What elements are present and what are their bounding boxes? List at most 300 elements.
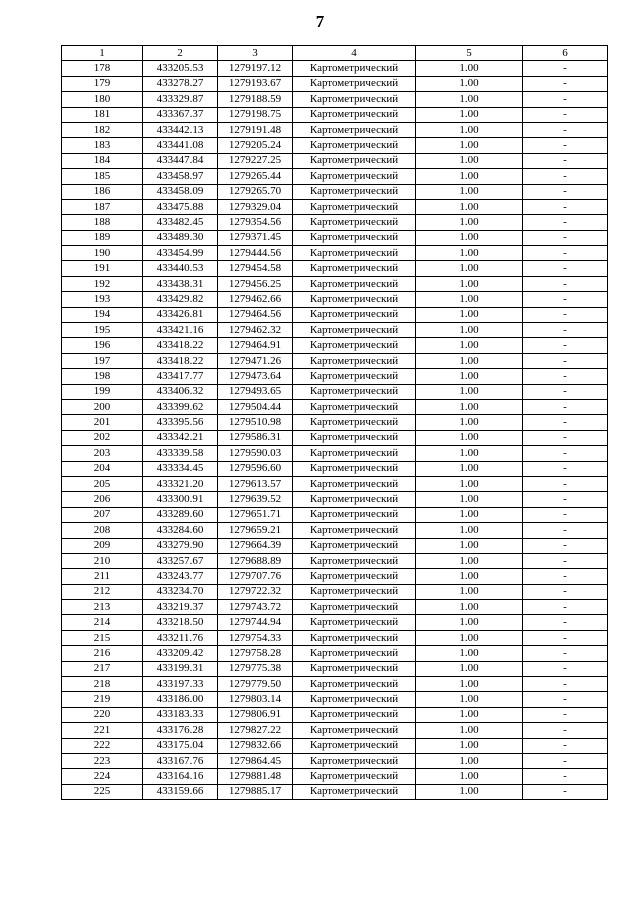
y-coordinate-cell: 1279722.32 (218, 584, 293, 599)
accuracy-cell: 1.00 (416, 415, 523, 430)
point-number-cell: 207 (62, 507, 143, 522)
accuracy-cell: 1.00 (416, 677, 523, 692)
method-cell: Картометрический (293, 199, 416, 214)
x-coordinate-cell: 433395.56 (143, 415, 218, 430)
table-row (62, 769, 608, 784)
table-row (62, 784, 608, 799)
accuracy-cell: 1.00 (416, 369, 523, 384)
method-cell: Картометрический (293, 323, 416, 338)
point-number-cell: 199 (62, 384, 143, 399)
point-number-cell: 185 (62, 169, 143, 184)
point-number-cell: 191 (62, 261, 143, 276)
point-number-cell: 206 (62, 492, 143, 507)
table-row (62, 153, 608, 168)
point-number-cell: 200 (62, 399, 143, 414)
y-coordinate-cell: 1279456.25 (218, 276, 293, 291)
x-coordinate-cell: 433482.45 (143, 215, 218, 230)
method-cell: Картометрический (293, 476, 416, 491)
table-row (62, 600, 608, 615)
x-coordinate-cell: 433367.37 (143, 107, 218, 122)
accuracy-cell: 1.00 (416, 661, 523, 676)
y-coordinate-cell: 1279639.52 (218, 492, 293, 507)
page-number: 7 (315, 12, 325, 31)
x-coordinate-cell: 433197.33 (143, 677, 218, 692)
y-coordinate-cell: 1279354.56 (218, 215, 293, 230)
method-cell: Картометрический (293, 461, 416, 476)
table-row (62, 384, 608, 399)
method-cell: Картометрический (293, 553, 416, 568)
y-coordinate-cell: 1279864.45 (218, 753, 293, 768)
x-coordinate-cell: 433342.21 (143, 430, 218, 445)
y-coordinate-cell: 1279329.04 (218, 199, 293, 214)
y-coordinate-cell: 1279743.72 (218, 600, 293, 615)
note-cell: - (523, 184, 608, 199)
x-coordinate-cell: 433186.00 (143, 692, 218, 707)
x-coordinate-cell: 433234.70 (143, 584, 218, 599)
note-cell: - (523, 338, 608, 353)
method-cell: Картометрический (293, 723, 416, 738)
y-coordinate-cell: 1279659.21 (218, 523, 293, 538)
accuracy-cell: 1.00 (416, 138, 523, 153)
x-coordinate-cell: 433429.82 (143, 292, 218, 307)
point-number-cell: 204 (62, 461, 143, 476)
x-coordinate-cell: 433164.16 (143, 769, 218, 784)
accuracy-cell: 1.00 (416, 615, 523, 630)
table-row (62, 61, 608, 76)
table-row (62, 476, 608, 491)
method-cell: Картометрический (293, 415, 416, 430)
point-number-cell: 178 (62, 61, 143, 76)
accuracy-cell: 1.00 (416, 569, 523, 584)
table-row (62, 646, 608, 661)
table-row (62, 538, 608, 553)
y-coordinate-cell: 1279827.22 (218, 723, 293, 738)
table-row (62, 630, 608, 645)
y-coordinate-cell: 1279885.17 (218, 784, 293, 799)
y-coordinate-cell: 1279462.66 (218, 292, 293, 307)
point-number-cell: 210 (62, 553, 143, 568)
note-cell: - (523, 784, 608, 799)
note-cell: - (523, 415, 608, 430)
accuracy-cell: 1.00 (416, 261, 523, 276)
accuracy-cell: 1.00 (416, 122, 523, 137)
point-number-cell: 188 (62, 215, 143, 230)
x-coordinate-cell: 433176.28 (143, 723, 218, 738)
table-row (62, 261, 608, 276)
table-row (62, 569, 608, 584)
note-cell: - (523, 399, 608, 414)
point-number-cell: 198 (62, 369, 143, 384)
note-cell: - (523, 92, 608, 107)
note-cell: - (523, 169, 608, 184)
note-cell: - (523, 246, 608, 261)
y-coordinate-cell: 1279596.60 (218, 461, 293, 476)
point-number-cell: 196 (62, 338, 143, 353)
method-cell: Картометрический (293, 446, 416, 461)
point-number-cell: 189 (62, 230, 143, 245)
table-row (62, 338, 608, 353)
point-number-cell: 205 (62, 476, 143, 491)
point-number-cell: 181 (62, 107, 143, 122)
table-row (62, 707, 608, 722)
y-coordinate-cell: 1279471.26 (218, 353, 293, 368)
table-row (62, 92, 608, 107)
x-coordinate-cell: 433278.27 (143, 76, 218, 91)
accuracy-cell: 1.00 (416, 107, 523, 122)
y-coordinate-cell: 1279881.48 (218, 769, 293, 784)
accuracy-cell: 1.00 (416, 384, 523, 399)
y-coordinate-cell: 1279758.28 (218, 646, 293, 661)
accuracy-cell: 1.00 (416, 507, 523, 522)
note-cell: - (523, 523, 608, 538)
y-coordinate-cell: 1279227.25 (218, 153, 293, 168)
note-cell: - (523, 76, 608, 91)
note-cell: - (523, 153, 608, 168)
point-number-cell: 186 (62, 184, 143, 199)
method-cell: Картометрический (293, 92, 416, 107)
y-coordinate-cell: 1279590.03 (218, 446, 293, 461)
accuracy-cell: 1.00 (416, 399, 523, 414)
table-row (62, 169, 608, 184)
note-cell: - (523, 307, 608, 322)
x-coordinate-cell: 433440.53 (143, 261, 218, 276)
table-row (62, 323, 608, 338)
y-coordinate-cell: 1279806.91 (218, 707, 293, 722)
note-cell: - (523, 384, 608, 399)
table-row (62, 492, 608, 507)
y-coordinate-cell: 1279504.44 (218, 399, 293, 414)
note-cell: - (523, 323, 608, 338)
x-coordinate-cell: 433279.90 (143, 538, 218, 553)
x-coordinate-cell: 433321.20 (143, 476, 218, 491)
x-coordinate-cell: 433175.04 (143, 738, 218, 753)
method-cell: Картометрический (293, 184, 416, 199)
note-cell: - (523, 692, 608, 707)
y-coordinate-cell: 1279510.98 (218, 415, 293, 430)
accuracy-cell: 1.00 (416, 784, 523, 799)
point-number-cell: 192 (62, 276, 143, 291)
table-row (62, 138, 608, 153)
x-coordinate-cell: 433454.99 (143, 246, 218, 261)
note-cell: - (523, 569, 608, 584)
x-coordinate-cell: 433458.09 (143, 184, 218, 199)
table-row (62, 738, 608, 753)
x-coordinate-cell: 433257.67 (143, 553, 218, 568)
point-number-cell: 195 (62, 323, 143, 338)
note-cell: - (523, 507, 608, 522)
accuracy-cell: 1.00 (416, 323, 523, 338)
method-cell: Картометрический (293, 276, 416, 291)
table-row (62, 107, 608, 122)
header-cell: 2 (143, 46, 218, 61)
point-number-cell: 201 (62, 415, 143, 430)
accuracy-cell: 1.00 (416, 246, 523, 261)
point-number-cell: 184 (62, 153, 143, 168)
accuracy-cell: 1.00 (416, 61, 523, 76)
table-row (62, 199, 608, 214)
x-coordinate-cell: 433418.22 (143, 353, 218, 368)
method-cell: Картометрический (293, 353, 416, 368)
method-cell: Картометрический (293, 600, 416, 615)
method-cell: Картометрический (293, 769, 416, 784)
point-number-cell: 183 (62, 138, 143, 153)
method-cell: Картометрический (293, 138, 416, 153)
note-cell: - (523, 476, 608, 491)
method-cell: Картометрический (293, 261, 416, 276)
y-coordinate-cell: 1279454.58 (218, 261, 293, 276)
accuracy-cell: 1.00 (416, 307, 523, 322)
accuracy-cell: 1.00 (416, 707, 523, 722)
accuracy-cell: 1.00 (416, 476, 523, 491)
header-cell: 5 (416, 46, 523, 61)
x-coordinate-cell: 433167.76 (143, 753, 218, 768)
table-row (62, 415, 608, 430)
accuracy-cell: 1.00 (416, 723, 523, 738)
y-coordinate-cell: 1279444.56 (218, 246, 293, 261)
note-cell: - (523, 276, 608, 291)
point-number-cell: 219 (62, 692, 143, 707)
accuracy-cell: 1.00 (416, 769, 523, 784)
method-cell: Картометрический (293, 76, 416, 91)
note-cell: - (523, 553, 608, 568)
header-cell: 6 (523, 46, 608, 61)
table-row (62, 461, 608, 476)
point-number-cell: 182 (62, 122, 143, 137)
method-cell: Картометрический (293, 661, 416, 676)
x-coordinate-cell: 433458.97 (143, 169, 218, 184)
accuracy-cell: 1.00 (416, 353, 523, 368)
x-coordinate-cell: 433447.84 (143, 153, 218, 168)
table-row (62, 292, 608, 307)
table-row (62, 230, 608, 245)
point-number-cell: 214 (62, 615, 143, 630)
x-coordinate-cell: 433205.53 (143, 61, 218, 76)
method-cell: Картометрический (293, 507, 416, 522)
accuracy-cell: 1.00 (416, 92, 523, 107)
method-cell: Картометрический (293, 430, 416, 445)
note-cell: - (523, 677, 608, 692)
accuracy-cell: 1.00 (416, 169, 523, 184)
table-row (62, 276, 608, 291)
table-row (62, 122, 608, 137)
table-row (62, 677, 608, 692)
method-cell: Картометрический (293, 538, 416, 553)
note-cell: - (523, 61, 608, 76)
note-cell: - (523, 369, 608, 384)
x-coordinate-cell: 433489.30 (143, 230, 218, 245)
point-number-cell: 179 (62, 76, 143, 91)
table-row (62, 523, 608, 538)
accuracy-cell: 1.00 (416, 430, 523, 445)
x-coordinate-cell: 433421.16 (143, 323, 218, 338)
table-row (62, 692, 608, 707)
accuracy-cell: 1.00 (416, 553, 523, 568)
point-number-cell: 216 (62, 646, 143, 661)
coordinates-table (61, 45, 608, 800)
y-coordinate-cell: 1279265.70 (218, 184, 293, 199)
x-coordinate-cell: 433441.08 (143, 138, 218, 153)
point-number-cell: 193 (62, 292, 143, 307)
method-cell: Картометрический (293, 630, 416, 645)
table-row (62, 215, 608, 230)
point-number-cell: 208 (62, 523, 143, 538)
note-cell: - (523, 230, 608, 245)
y-coordinate-cell: 1279744.94 (218, 615, 293, 630)
point-number-cell: 221 (62, 723, 143, 738)
y-coordinate-cell: 1279707.76 (218, 569, 293, 584)
x-coordinate-cell: 433406.32 (143, 384, 218, 399)
x-coordinate-cell: 433442.13 (143, 122, 218, 137)
y-coordinate-cell: 1279464.56 (218, 307, 293, 322)
y-coordinate-cell: 1279473.64 (218, 369, 293, 384)
x-coordinate-cell: 433284.60 (143, 523, 218, 538)
accuracy-cell: 1.00 (416, 215, 523, 230)
accuracy-cell: 1.00 (416, 338, 523, 353)
x-coordinate-cell: 433300.91 (143, 492, 218, 507)
table-row (62, 307, 608, 322)
y-coordinate-cell: 1279197.12 (218, 61, 293, 76)
point-number-cell: 203 (62, 446, 143, 461)
point-number-cell: 190 (62, 246, 143, 261)
point-number-cell: 215 (62, 630, 143, 645)
header-cell: 3 (218, 46, 293, 61)
method-cell: Картометрический (293, 122, 416, 137)
note-cell: - (523, 107, 608, 122)
method-cell: Картометрический (293, 246, 416, 261)
x-coordinate-cell: 433399.62 (143, 399, 218, 414)
x-coordinate-cell: 433219.37 (143, 600, 218, 615)
y-coordinate-cell: 1279198.75 (218, 107, 293, 122)
y-coordinate-cell: 1279462.32 (218, 323, 293, 338)
x-coordinate-cell: 433417.77 (143, 369, 218, 384)
method-cell: Картометрический (293, 307, 416, 322)
accuracy-cell: 1.00 (416, 199, 523, 214)
accuracy-cell: 1.00 (416, 292, 523, 307)
accuracy-cell: 1.00 (416, 230, 523, 245)
note-cell: - (523, 538, 608, 553)
note-cell: - (523, 723, 608, 738)
accuracy-cell: 1.00 (416, 184, 523, 199)
x-coordinate-cell: 433334.45 (143, 461, 218, 476)
y-coordinate-cell: 1279775.38 (218, 661, 293, 676)
accuracy-cell: 1.00 (416, 753, 523, 768)
method-cell: Картометрический (293, 523, 416, 538)
method-cell: Картометрический (293, 61, 416, 76)
accuracy-cell: 1.00 (416, 738, 523, 753)
method-cell: Картометрический (293, 399, 416, 414)
x-coordinate-cell: 433183.33 (143, 707, 218, 722)
method-cell: Картометрический (293, 707, 416, 722)
y-coordinate-cell: 1279371.45 (218, 230, 293, 245)
method-cell: Картометрический (293, 215, 416, 230)
note-cell: - (523, 584, 608, 599)
method-cell: Картометрический (293, 569, 416, 584)
note-cell: - (523, 600, 608, 615)
x-coordinate-cell: 433289.60 (143, 507, 218, 522)
table-row (62, 76, 608, 91)
note-cell: - (523, 430, 608, 445)
y-coordinate-cell: 1279265.44 (218, 169, 293, 184)
table-row (62, 553, 608, 568)
y-coordinate-cell: 1279191.48 (218, 122, 293, 137)
accuracy-cell: 1.00 (416, 76, 523, 91)
accuracy-cell: 1.00 (416, 492, 523, 507)
method-cell: Картометрический (293, 492, 416, 507)
y-coordinate-cell: 1279205.24 (218, 138, 293, 153)
table-row (62, 507, 608, 522)
point-number-cell: 211 (62, 569, 143, 584)
y-coordinate-cell: 1279193.67 (218, 76, 293, 91)
y-coordinate-cell: 1279613.57 (218, 476, 293, 491)
accuracy-cell: 1.00 (416, 461, 523, 476)
note-cell: - (523, 292, 608, 307)
method-cell: Картометрический (293, 369, 416, 384)
note-cell: - (523, 199, 608, 214)
note-cell: - (523, 707, 608, 722)
method-cell: Картометрический (293, 615, 416, 630)
point-number-cell: 217 (62, 661, 143, 676)
note-cell: - (523, 122, 608, 137)
method-cell: Картометрический (293, 677, 416, 692)
header-cell: 1 (62, 46, 143, 61)
table-row (62, 584, 608, 599)
note-cell: - (523, 215, 608, 230)
note-cell: - (523, 646, 608, 661)
x-coordinate-cell: 433199.31 (143, 661, 218, 676)
note-cell: - (523, 615, 608, 630)
method-cell: Картометрический (293, 584, 416, 599)
note-cell: - (523, 138, 608, 153)
header-cell: 4 (293, 46, 416, 61)
point-number-cell: 218 (62, 677, 143, 692)
x-coordinate-cell: 433159.66 (143, 784, 218, 799)
accuracy-cell: 1.00 (416, 276, 523, 291)
accuracy-cell: 1.00 (416, 446, 523, 461)
table-row (62, 753, 608, 768)
accuracy-cell: 1.00 (416, 153, 523, 168)
method-cell: Картометрический (293, 230, 416, 245)
point-number-cell: 187 (62, 199, 143, 214)
method-cell: Картометрический (293, 153, 416, 168)
note-cell: - (523, 738, 608, 753)
x-coordinate-cell: 433339.58 (143, 446, 218, 461)
y-coordinate-cell: 1279464.91 (218, 338, 293, 353)
x-coordinate-cell: 433243.77 (143, 569, 218, 584)
point-number-cell: 223 (62, 753, 143, 768)
y-coordinate-cell: 1279779.50 (218, 677, 293, 692)
table-row (62, 661, 608, 676)
method-cell: Картометрический (293, 692, 416, 707)
note-cell: - (523, 261, 608, 276)
point-number-cell: 220 (62, 707, 143, 722)
y-coordinate-cell: 1279832.66 (218, 738, 293, 753)
table-body (62, 61, 608, 800)
method-cell: Картометрический (293, 338, 416, 353)
note-cell: - (523, 492, 608, 507)
point-number-cell: 202 (62, 430, 143, 445)
accuracy-cell: 1.00 (416, 692, 523, 707)
method-cell: Картометрический (293, 292, 416, 307)
point-number-cell: 194 (62, 307, 143, 322)
table-row (62, 615, 608, 630)
x-coordinate-cell: 433418.22 (143, 338, 218, 353)
table-row (62, 369, 608, 384)
y-coordinate-cell: 1279493.65 (218, 384, 293, 399)
accuracy-cell: 1.00 (416, 523, 523, 538)
table-row (62, 446, 608, 461)
point-number-cell: 213 (62, 600, 143, 615)
x-coordinate-cell: 433329.87 (143, 92, 218, 107)
